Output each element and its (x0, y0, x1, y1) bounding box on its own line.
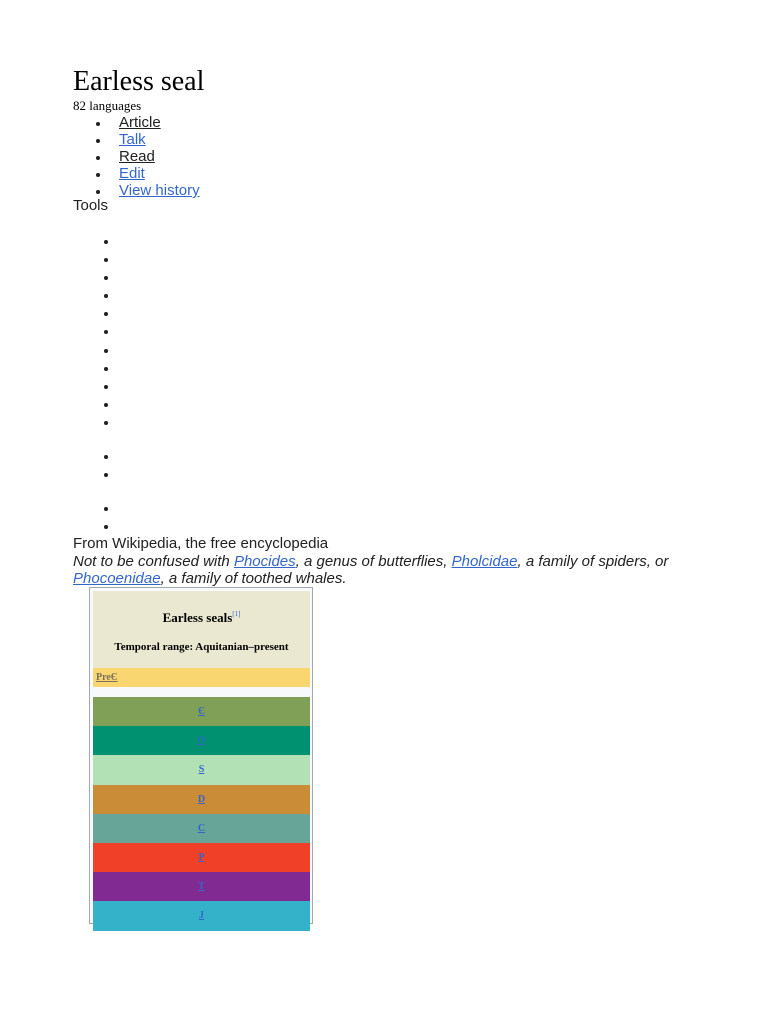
hatnote-link-phocides[interactable]: Phocides (233, 553, 296, 570)
list-bullet (96, 190, 100, 194)
tools-item[interactable] (104, 403, 108, 407)
list-bullet (96, 122, 100, 126)
hatnote-link-phocoenidae[interactable]: Phocoenidae (73, 570, 161, 587)
tools-item[interactable] (104, 294, 108, 298)
tools-item[interactable] (104, 367, 108, 371)
hatnote-link-pholcidae[interactable]: Pholcidae (451, 553, 518, 570)
tools-item[interactable] (104, 240, 108, 244)
hatnote-text: Not to be confused with (73, 553, 234, 570)
period-band[interactable]: J (93, 901, 310, 930)
tab-talk[interactable]: Talk (119, 131, 146, 148)
tools-item[interactable] (104, 276, 108, 280)
tools-item[interactable] (104, 473, 108, 477)
infobox-title-text: Earless seals (162, 610, 233, 625)
tab-article[interactable]: Article (119, 114, 161, 131)
list-bullet (96, 173, 100, 177)
site-subtitle: From Wikipedia, the free encyclopedia (73, 535, 329, 552)
period-band[interactable]: C (93, 814, 310, 843)
page-title: Earless seal (73, 66, 205, 97)
hatnote-text: , a genus of butterflies, (295, 553, 452, 570)
reference-link[interactable]: [1] (232, 610, 241, 618)
hatnote (73, 553, 713, 587)
tools-item[interactable] (104, 455, 108, 459)
period-band[interactable]: D (93, 785, 310, 814)
tools-item[interactable] (104, 330, 108, 334)
period-band[interactable]: O (93, 726, 310, 755)
tools-item[interactable] (104, 385, 108, 389)
period-band[interactable]: Є (93, 697, 310, 726)
period-band[interactable]: T (93, 872, 310, 901)
tools-menu[interactable]: Tools (73, 197, 109, 214)
tab-view-history[interactable]: View history (119, 182, 200, 199)
list-bullet (96, 139, 100, 143)
infobox (89, 587, 313, 924)
tools-item[interactable] (104, 421, 108, 425)
tab-read[interactable]: Read (119, 148, 155, 165)
infobox-title (93, 610, 310, 626)
hatnote-text: , a family of toothed whales. (160, 570, 347, 587)
infobox-header (93, 591, 310, 669)
period-band[interactable]: S (93, 755, 310, 784)
list-bullet (96, 156, 100, 160)
tab-edit[interactable]: Edit (119, 165, 145, 182)
language-selector[interactable]: 82 languages (73, 98, 142, 113)
period-precambrian[interactable]: PreЄ (93, 668, 310, 687)
temporal-range: Temporal range: Aquitanian–present (114, 641, 289, 653)
tools-item[interactable] (104, 507, 108, 511)
hatnote-text: , a family of spiders, or (517, 553, 669, 570)
tools-item[interactable] (104, 349, 108, 353)
period-band[interactable]: P (93, 843, 310, 872)
tools-item[interactable] (104, 258, 108, 262)
tools-item[interactable] (104, 312, 108, 316)
tools-item[interactable] (104, 525, 108, 529)
